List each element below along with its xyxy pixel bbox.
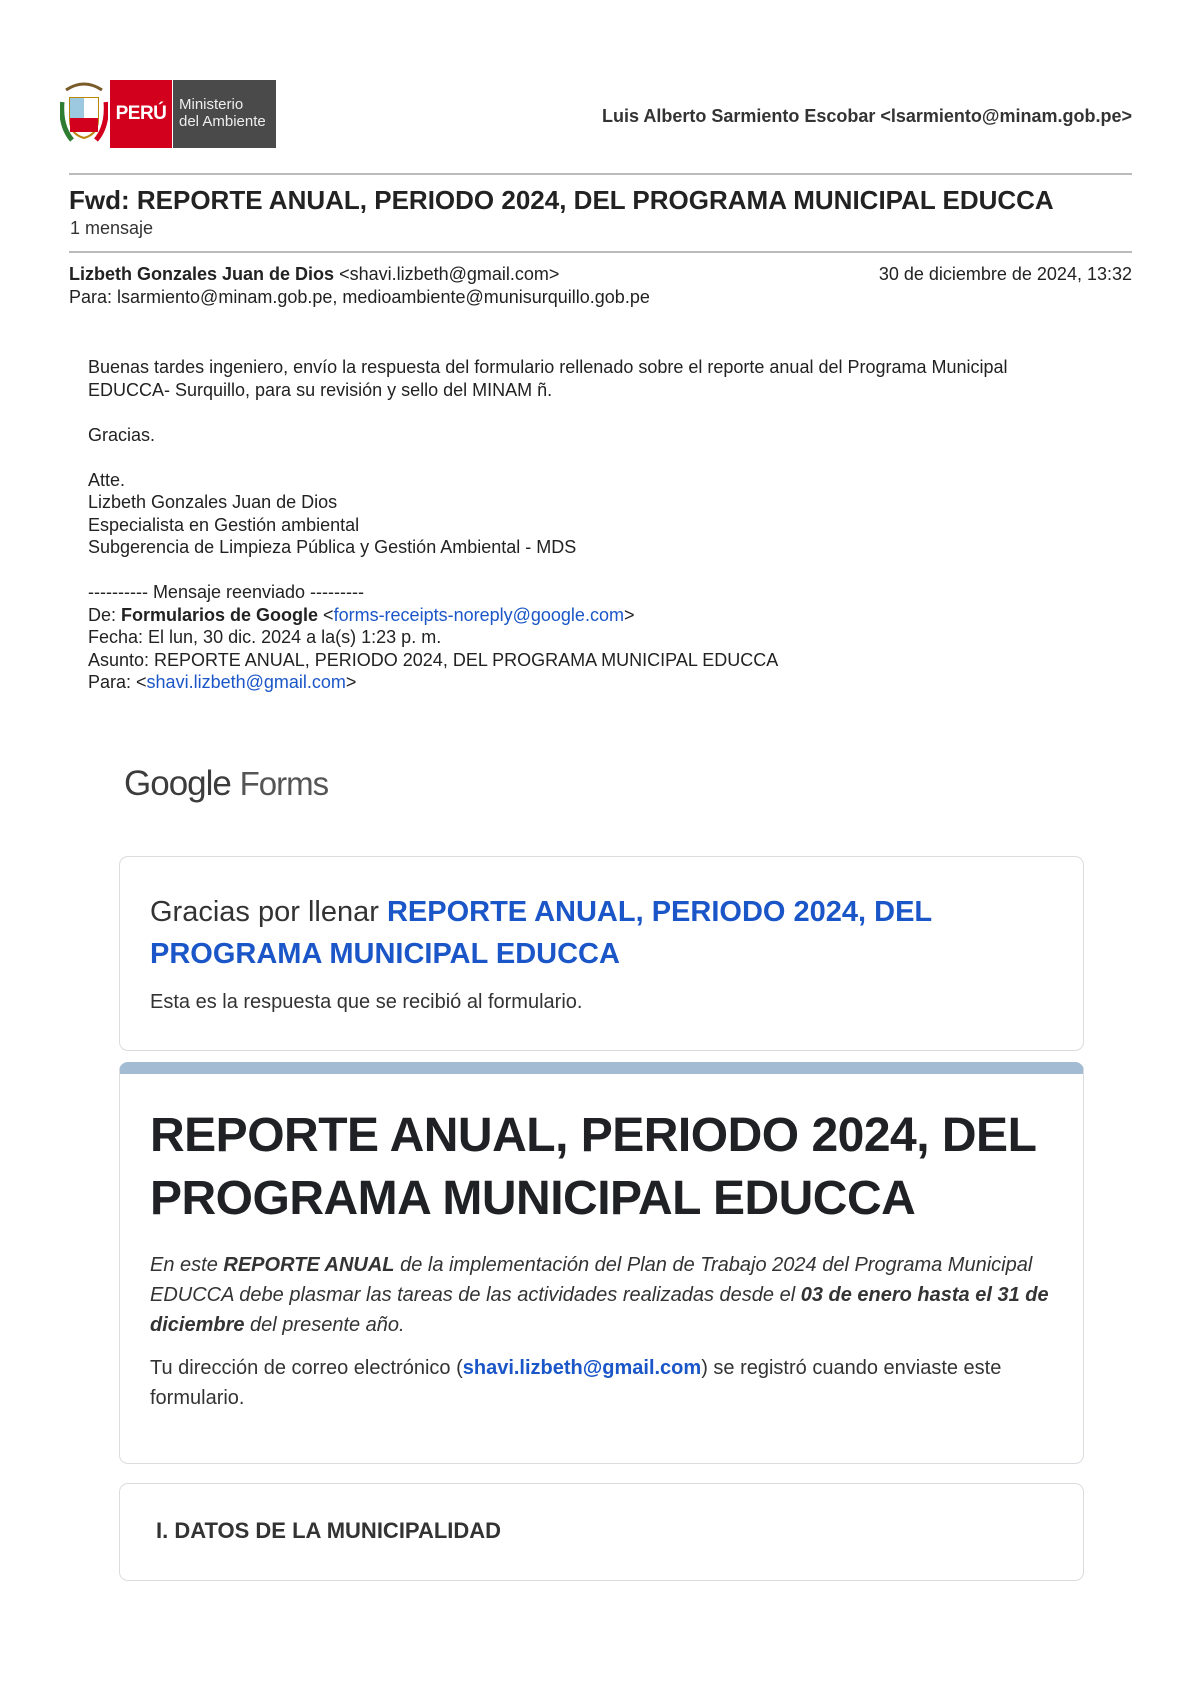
email-date: 30 de diciembre de 2024, 13:32	[878, 264, 1132, 284]
respondent-email-link[interactable]: shavi.lizbeth@gmail.com	[462, 1357, 702, 1379]
logo-forms: Forms	[239, 765, 329, 802]
ministry-logo-text	[172, 80, 276, 148]
peru-coat-of-arms-icon	[60, 80, 108, 148]
section-card	[119, 1483, 1084, 1581]
desc-text: En este	[150, 1254, 224, 1276]
account-name: Luis Alberto Sarmiento Escobar <lsarmiento@minam.gob.pe>	[601, 106, 1132, 126]
email-subject: Fwd: REPORTE ANUAL, PERIODO 2024, DEL PROGRAMA MUNICIPAL EDUCCA	[69, 185, 1054, 215]
label: Para:	[88, 672, 137, 692]
forwarded-header: ---------- Mensaje reenviado ---------	[88, 582, 364, 602]
ministry-line1: Ministerio	[179, 96, 244, 113]
sender-name: Lizbeth Gonzales Juan de Dios	[69, 264, 335, 284]
section-title: I. DATOS DE LA MUNICIPALIDAD	[156, 1518, 502, 1543]
signature-line: Especialista en Gestión ambiental	[88, 514, 360, 535]
note-text: ) se registró cuando enviaste este formulario.	[150, 1357, 1002, 1409]
form-header-card	[119, 1062, 1084, 1464]
form-name-link[interactable]: REPORTE ANUAL, PERIODO 2024, DEL PROGRAMA MUNICIPAL EDUCCA	[150, 896, 932, 970]
signature-line: Subgerencia de Limpieza Pública y Gestión Ambiental - MDS	[88, 537, 577, 557]
form-title: REPORTE ANUAL, PERIODO 2024, DEL PROGRAMA MUNICIPAL EDUCCA	[150, 1109, 1036, 1225]
forwarded-date: Fecha: El lun, 30 dic. 2024 a la(s) 1:23 p. m.	[88, 627, 442, 647]
desc-bold: 03 de enero hasta el 31 de diciembre	[150, 1284, 1049, 1336]
divider	[69, 251, 1132, 253]
note-text: Tu dirección de correo electrónico (	[150, 1357, 463, 1379]
forwarded-subject: Asunto: REPORTE ANUAL, PERIODO 2024, DEL PROGRAMA MUNICIPAL EDUCCA	[88, 649, 779, 670]
peru-logo-text: PERÚ	[110, 80, 172, 148]
message-count: 1 mensaje	[70, 218, 154, 238]
body-line: Buenas tardes ingeniero, envío la respuesta del formulario rellenado sobre el reporte anual del Programa Municipal	[88, 357, 1008, 377]
google-forms-logo	[124, 764, 328, 804]
signature-line: Lizbeth Gonzales Juan de Dios	[88, 492, 338, 512]
form-description	[150, 1250, 1053, 1340]
forwarded-to-email-link[interactable]: shavi.lizbeth@gmail.com	[146, 672, 346, 692]
forwarded-from-email-link[interactable]: forms-receipts-noreply@google.com	[333, 604, 624, 625]
forwarded-from: De: Formularios de Google <forms-receipts-noreply@google.com>	[88, 604, 635, 625]
desc-text: de la implementación del Plan de Trabajo 2024 del Programa Municipal EDUCCA debe plasmar las tareas de las actividades realizadas desde el	[150, 1254, 1033, 1306]
email-body	[88, 356, 1138, 694]
thanks-prefix: Gracias por llenar	[150, 896, 387, 928]
thanks-card	[119, 856, 1084, 1051]
desc-text: del presente año.	[244, 1314, 405, 1336]
ministry-line2: del Ambiente	[179, 113, 266, 130]
thanks-title	[150, 891, 1053, 975]
signature-line: Atte.	[88, 469, 126, 490]
sender-email: <shavi.lizbeth@gmail.com>	[339, 264, 560, 284]
recipients: Para: lsarmiento@minam.gob.pe, medioambiente@munisurquillo.gob.pe	[69, 287, 650, 307]
minam-logo	[60, 80, 276, 148]
forwarded-to: Para: <shavi.lizbeth@gmail.com>	[88, 672, 357, 692]
label: De:	[88, 604, 122, 625]
body-thanks: Gracias.	[88, 424, 156, 445]
forwarded-from-name: Formularios de Google	[121, 604, 319, 625]
desc-bold: REPORTE ANUAL	[223, 1254, 395, 1276]
logo-google: Google	[124, 764, 231, 803]
thanks-subtitle: Esta es la respuesta que se recibió al formulario.	[150, 991, 583, 1013]
email-recorded-note	[150, 1353, 1053, 1413]
sender	[69, 264, 559, 285]
body-line: EDUCCA- Surquillo, para su revisión y sello del MINAM ñ.	[88, 379, 553, 400]
divider	[69, 173, 1132, 175]
